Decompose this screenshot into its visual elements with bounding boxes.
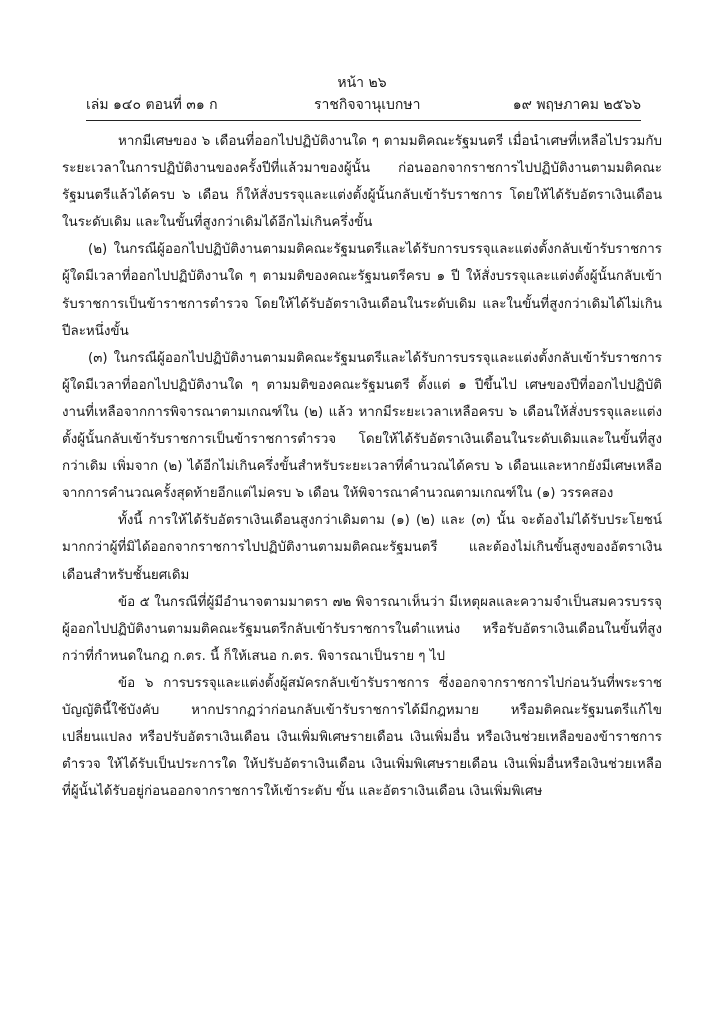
gazette-header [86, 94, 641, 116]
paragraph: (๓) ในกรณีผู้ออกไปปฏิบัติงานตามมติคณะรัฐมนตรีและได้รับการบรรจุและแต่งตั้งกลับเข้ารับราชการ ผู้ใดมีเวลาที่ออกไปปฏิบัติงานใด ๆ ตามมติของคณะรัฐมนตรี ตั้งแต่ ๑ ปีขึ้นไป เศษของปีที่ออกไปปฏิบัติงานที่เหลือจากการพิจารณาตามเกณฑ์ใน (๒) แล้ว หากมีระยะเวลาเหลือครบ ๖ เดือนให้สั่งบรรจุและแต่งตั้งผู้นั้นกลับเข้ารับราชการเป็นข้าราชการตำรวจ โดยให้ได้รับอัตราเงินเดือนในระดับเดิมและในขั้นที่สูงกว่าเดิม เพิ่มจาก (๒) ได้อีกไม่เกินครึ่งขั้นสำหรับระยะเวลาที่คำนวณได้ครบ ๖ เดือนและหากยังมีเศษเหลือจากการคำนวณครั้งสุดท้ายอีกแต่ไม่ครบ ๖ เดือน ให้พิจารณาคำนวณตามเกณฑ์ใน (๑) วรรคสอง [62, 350, 662, 502]
paragraph: ข้อ ๖ การบรรจุและแต่งตั้งผู้สมัครกลับเข้ารับราชการ ซึ่งออกจากราชการไปก่อนวันที่พระราชบัญญัตินี้ใช้บังคับ หากปรากฏว่าก่อนกลับเข้ารับราชการได้มีกฎหมาย หรือมติคณะรัฐมนตรีแก้ไขเปลี่ยนแปลง หรือปรับอัตราเงินเดือน เงินเพิ่มพิเศษรายเดือน เงินเพิ่มอื่น หรือเงินช่วยเหลือของข้าราชการตำรวจ ให้ได้รับเป็นประการใด ให้ปรับอัตราเงินเดือน เงินเพิ่มพิเศษรายเดือน เงินเพิ่มอื่นหรือเงินช่วยเหลือที่ผู้นั้นได้รับอยู่ก่อนออกจากราชการให้เข้าระดับ ขั้น และอัตราเงินเดือน เงินเพิ่มพิเศษ [62, 675, 662, 800]
volume-issue: เล่ม ๑๔๐ ตอนที่ ๓๑ ก [86, 97, 218, 113]
publication-date: ๑๙ พฤษภาคม ๒๕๖๖ [512, 97, 641, 113]
paragraph: ทั้งนี้ การให้ได้รับอัตราเงินเดือนสูงกว่าเดิมตาม (๑) (๒) และ (๓) นั้น จะต้องไม่ได้รับประโยชน์มากกว่าผู้ที่มิได้ออกจากราชการไปปฏิบัติงานตามมติคณะรัฐมนตรี และต้องไม่เกินขั้นสูงของอัตราเงินเดือนสำหรับชั้นยศเดิม [62, 513, 662, 583]
document-body [62, 128, 662, 805]
publication-name: ราชกิจจานุเบกษา [314, 97, 421, 113]
paragraph: ข้อ ๕ ในกรณีที่ผู้มีอำนาจตามมาตรา ๗๒ พิจารณาเห็นว่า มีเหตุผลและความจำเป็นสมควรบรรจุผู้ออกไปปฏิบัติงานตามมติคณะรัฐมนตรีกลับเข้ารับราชการในตำแหน่ง หรือรับอัตราเงินเดือนในขั้นที่สูงกว่าที่กำหนดในกฎ ก.ตร. นี้ ก็ให้เสนอ ก.ตร. พิจารณาเป็นราย ๆ ไป [62, 594, 662, 664]
paragraph: (๒) ในกรณีผู้ออกไปปฏิบัติงานตามมติคณะรัฐมนตรีและได้รับการบรรจุและแต่งตั้งกลับเข้ารับราชการ ผู้ใดมีเวลาที่ออกไปปฏิบัติงานใด ๆ ตามมติของคณะรัฐมนตรีครบ ๑ ปี ให้สั่งบรรจุและแต่งตั้งผู้นั้นกลับเข้ารับราชการเป็นข้าราชการตำรวจ โดยให้ได้รับอัตราเงินเดือนในระดับเดิม และในขั้นที่สูงกว่าเดิมได้ไม่เกินปีละหนึ่งขั้น [62, 242, 662, 339]
header-divider [86, 120, 641, 121]
paragraph: หากมีเศษของ ๖ เดือนที่ออกไปปฏิบัติงานใด ๆ ตามมติคณะรัฐมนตรี เมื่อนำเศษที่เหลือไปรวมกับระยะเวลาในการปฏิบัติงานของครั้งปีที่แล้วมาของผู้นั้น ก่อนออกจากราชการไปปฏิบัติงานตามมติคณะรัฐมนตรีแล้วได้ครบ ๖ เดือน ก็ให้สั่งบรรจุและแต่งตั้งผู้นั้นกลับเข้ารับราชการ โดยให้ได้รับอัตราเงินเดือนในระดับเดิม และในขั้นที่สูงกว่าเดิมได้อีกไม่เกินครึ่งขั้น [62, 134, 662, 231]
page-number: หน้า ๒๖ [337, 75, 387, 91]
